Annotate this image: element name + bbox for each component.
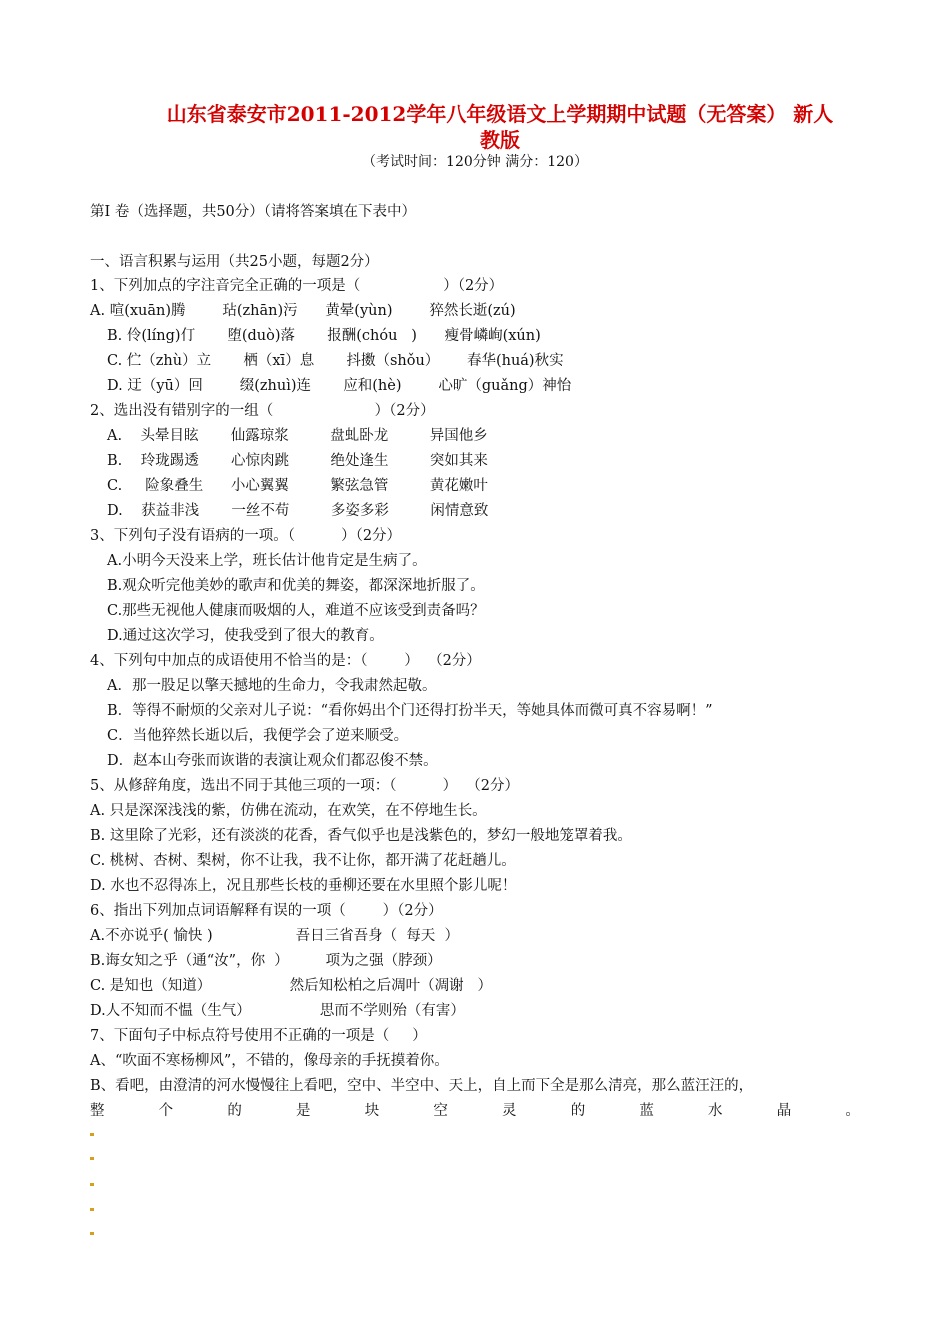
q6-option-b: B.诲女知之乎（通“汝”，你 ） 项为之强（脖颈）	[90, 953, 442, 969]
q2-option-c: C. 险象叠生 小心翼翼 繁弦急管 黄花嫩叶	[107, 478, 488, 494]
paragraph-marker	[90, 1183, 94, 1186]
q2-option-b: B. 玲珑踢透 心惊肉跳 绝处逢生 突如其来	[107, 453, 488, 469]
q6-option-c: C. 是知也（知道） 然后知松柏之后凋叶（凋谢 ）	[90, 978, 492, 994]
q1-option-c: C. 伫（zhù）立 栖（xī）息 抖擞（shǒu） 春华(huá)秋实	[107, 353, 564, 369]
q7-option-a: A、“吹面不寒杨柳风”，不错的，像母亲的手抚摸着你。	[90, 1053, 449, 1069]
char: 的	[570, 1103, 586, 1119]
q3-option-d: D.通过这次学习，使我受到了很大的教育。	[107, 628, 384, 644]
exam-info: （考试时间：120分钟 满分：120）	[362, 154, 588, 170]
q4-option-a: A．那一股足以擎天撼地的生命力，令我肃然起敬。	[107, 678, 437, 694]
char: 空	[433, 1103, 448, 1119]
char: 。	[845, 1103, 860, 1119]
q3-option-b: B.观众听完他美妙的歌声和优美的舞姿，都深深地折服了。	[107, 578, 485, 594]
q6-option-a: A.不亦说乎( 愉快 ) 吾日三省吾身（ 每天 ）	[90, 928, 460, 944]
q6-option-d: D.人不知而不愠（生气） 思而不学则殆（有害）	[90, 1003, 465, 1019]
paragraph-marker	[90, 1157, 94, 1160]
char: 水	[708, 1103, 723, 1119]
q3-stem: 3、下列句子没有语病的一项。（ ）（2分）	[90, 528, 402, 544]
q3-option-a: A.小明今天没来上学，班长估计他肯定是生病了。	[107, 553, 427, 569]
char: 是	[296, 1103, 311, 1119]
q1-option-b: B. 伶(líng)仃 堕(duò)落 报酬(chóu ) 瘦骨嶙峋(xún)	[107, 328, 541, 344]
char: 整	[90, 1103, 105, 1119]
char: 个	[158, 1103, 174, 1119]
char: 的	[227, 1103, 242, 1119]
char: 蓝	[639, 1103, 654, 1119]
char: 晶	[776, 1103, 792, 1119]
paragraph-marker	[90, 1232, 94, 1235]
q4-option-d: D．赵本山夸张而诙谐的表演让观众们都忍俊不禁。	[107, 753, 438, 769]
q6-stem: 6、指出下列加点词语解释有误的一项（ ）（2分）	[90, 903, 443, 919]
q3-option-c: C.那些无视他人健康而吸烟的人，难道不应该受到责备吗？	[107, 603, 485, 619]
q5-option-b: B. 这里除了光彩，还有淡淡的花香，香气似乎也是浅紫色的，梦幻一般地笼罩着我。	[90, 828, 632, 844]
q7-stem: 7、下面句子中标点符号使用不正确的一项是（ ）	[90, 1028, 427, 1044]
q1-option-d: D. 迂（yū）回 缀(zhuì)连 应和(hè) 心旷（guǎng）神怡	[107, 378, 572, 394]
q5-option-a: A. 只是深深浅浅的紫，仿佛在流动，在欢笑，在不停地生长。	[90, 803, 487, 819]
q7-option-b: B、看吧，由澄清的河水慢慢往上看吧，空中、半空中、天上，自上而下全是那么清亮，那么蓝汪汪的，	[90, 1078, 754, 1094]
paragraph-marker	[90, 1208, 94, 1211]
q4-stem: 4、下列句中加点的成语使用不恰当的是：（ ） （2分）	[90, 653, 481, 669]
exam-title-line1: 山东省泰安市2011-2012学年八年级语文上学期期中试题（无答案） 新人	[166, 102, 834, 126]
q1-option-a: A. 喧(xuān)腾 玷(zhān)污 黄晕(yùn) 猝然长逝(zú)	[90, 303, 516, 319]
exam-title-line2: 教版	[480, 128, 520, 152]
section-heading: 一、语言积累与运用（共25小题，每题2分）	[90, 254, 379, 270]
paragraph-marker	[90, 1133, 94, 1136]
char: 块	[364, 1103, 380, 1119]
part1-heading: 第Ⅰ 卷（选择题，共50分）（请将答案填在下表中）	[90, 204, 417, 220]
q2-stem: 2、选出没有错别字的一组（ ）（2分）	[90, 403, 435, 419]
q5-option-d: D. 水也不忍得冻上，况且那些长枝的垂柳还要在水里照个影儿呢！	[90, 878, 517, 894]
q4-option-b: B．等得不耐烦的父亲对儿子说：“看你妈出个门还得打扮半天，等她具体而微可真不容易啊！”	[107, 703, 713, 719]
char: 灵	[502, 1103, 517, 1119]
q5-option-c: C. 桃树、杏树、梨树，你不让我，我不让你，都开满了花赶趟儿。	[90, 853, 516, 869]
q2-option-d: D. 获益非浅 一丝不苟 多姿多彩 闲情意致	[107, 503, 489, 519]
q1-stem: 1、下列加点的字注音完全正确的一项是（ ）（2分）	[90, 278, 504, 294]
q7-option-b-continued	[90, 1101, 860, 1121]
q5-stem: 5、从修辞角度，选出不同于其他三项的一项：（ ） （2分）	[90, 778, 520, 794]
q4-option-c: C．当他猝然长逝以后，我便学会了逆来顺受。	[107, 728, 409, 744]
q2-option-a: A. 头晕目眩 仙露琼浆 盘虬卧龙 异国他乡	[107, 428, 488, 444]
